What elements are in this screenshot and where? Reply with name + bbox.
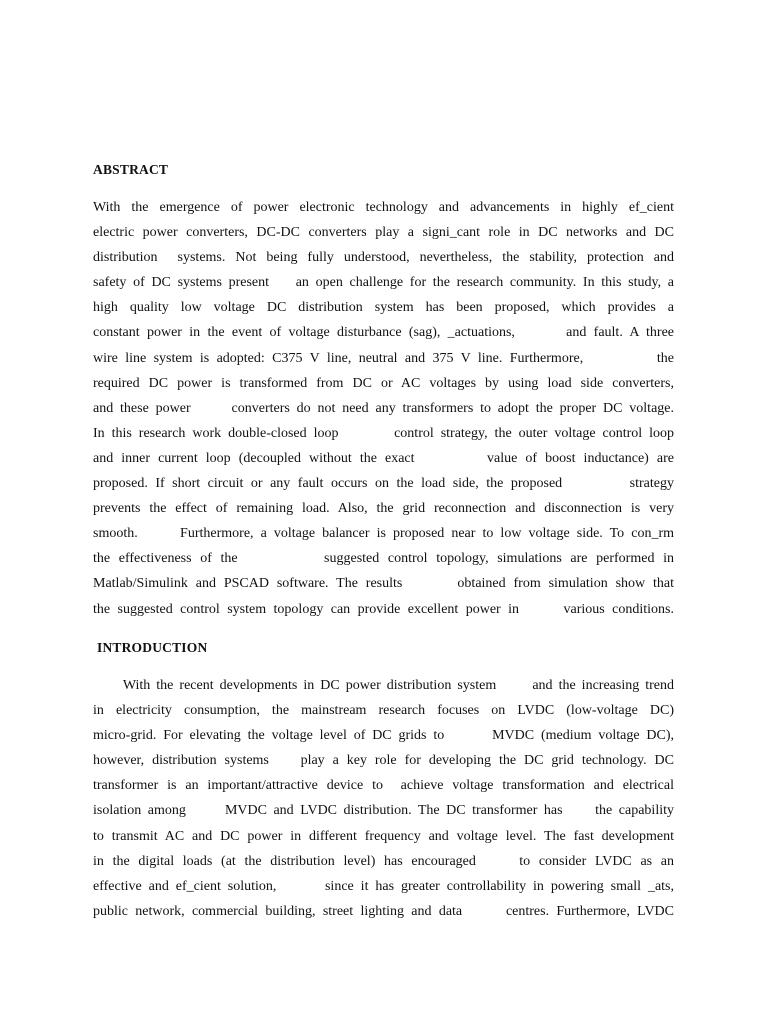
text-line: in the digital loads (at the distribution level) has encouraged to consider LVDC as an bbox=[93, 853, 674, 869]
text-line: With the emergence of power electronic technology and advancements in highly ef_cient bbox=[93, 200, 674, 215]
text-line: in electricity consumption, the mainstream research focuses on LVDC (low-voltage DC) bbox=[93, 703, 674, 719]
abstract-heading: ABSTRACT bbox=[93, 162, 169, 177]
text-line: prevents the effect of remaining load. Also, the grid reconnection and disconnection is very bbox=[93, 501, 674, 517]
text-line: proposed. If short circuit or any fault occurs on the load side, the proposed strategy bbox=[93, 476, 674, 492]
text-line: isolation among MVDC and LVDC distribution. The DC transformer has the capability bbox=[93, 803, 674, 819]
text-line: distribution systems. Not being fully understood, nevertheless, the stability, protection and bbox=[93, 250, 674, 266]
text-line: transformer is an important/attractive device to achieve voltage transformation and electrical bbox=[93, 778, 674, 794]
text-line: the suggested control system topology can provide excellent power in various conditions. bbox=[93, 601, 674, 617]
text-line: Matlab/Simulink and PSCAD software. The results obtained from simulation show that bbox=[93, 576, 674, 592]
introduction-heading: INTRODUCTION bbox=[97, 640, 208, 655]
text-line: electric power converters, DC-DC converters play a signi_cant role in DC networks and DC bbox=[93, 225, 674, 241]
text-line: constant power in the event of voltage disturbance (sag), _actuations, and fault. A three bbox=[93, 325, 674, 341]
introduction-paragraph bbox=[93, 673, 674, 924]
text-line: In this research work double-closed loop control strategy, the outer voltage control loop bbox=[93, 425, 674, 441]
text-line: however, distribution systems play a key role for developing the DC grid technology. DC bbox=[93, 753, 674, 769]
text-line: high quality low voltage DC distribution system has been proposed, which provides a bbox=[93, 300, 674, 316]
text-line: and inner current loop (decoupled without the exact value of boost inductance) are bbox=[93, 450, 674, 466]
text-line: the effectiveness of the suggested control topology, simulations are performed in bbox=[93, 551, 674, 567]
text-line: required DC power is transformed from DC or AC voltages by using load side converters, bbox=[93, 375, 674, 391]
text-line: safety of DC systems present an open challenge for the research community. In this study, a bbox=[93, 275, 674, 291]
text-line: public network, commercial building, street lighting and data centres. Furthermore, LVDC bbox=[93, 903, 674, 919]
text-line: wire line system is adopted: C375 V line, neutral and 375 V line. Furthermore, the bbox=[93, 350, 674, 366]
text-line: With the recent developments in DC power distribution system and the increasing trend bbox=[93, 678, 674, 693]
text-line: micro-grid. For elevating the voltage level of DC grids to MVDC (medium voltage DC), bbox=[93, 728, 674, 744]
text-line: effective and ef_cient solution, since it has greater controllability in powering small _ats, bbox=[93, 878, 674, 894]
text-line: to transmit AC and DC power in different frequency and voltage level. The fast development bbox=[93, 828, 674, 844]
abstract-paragraph bbox=[93, 195, 674, 622]
text-line: and these power converters do not need any transformers to adopt the proper DC voltage. bbox=[93, 400, 674, 416]
text-line: smooth. Furthermore, a voltage balancer is proposed near to low voltage side. To con_rm bbox=[93, 526, 674, 542]
